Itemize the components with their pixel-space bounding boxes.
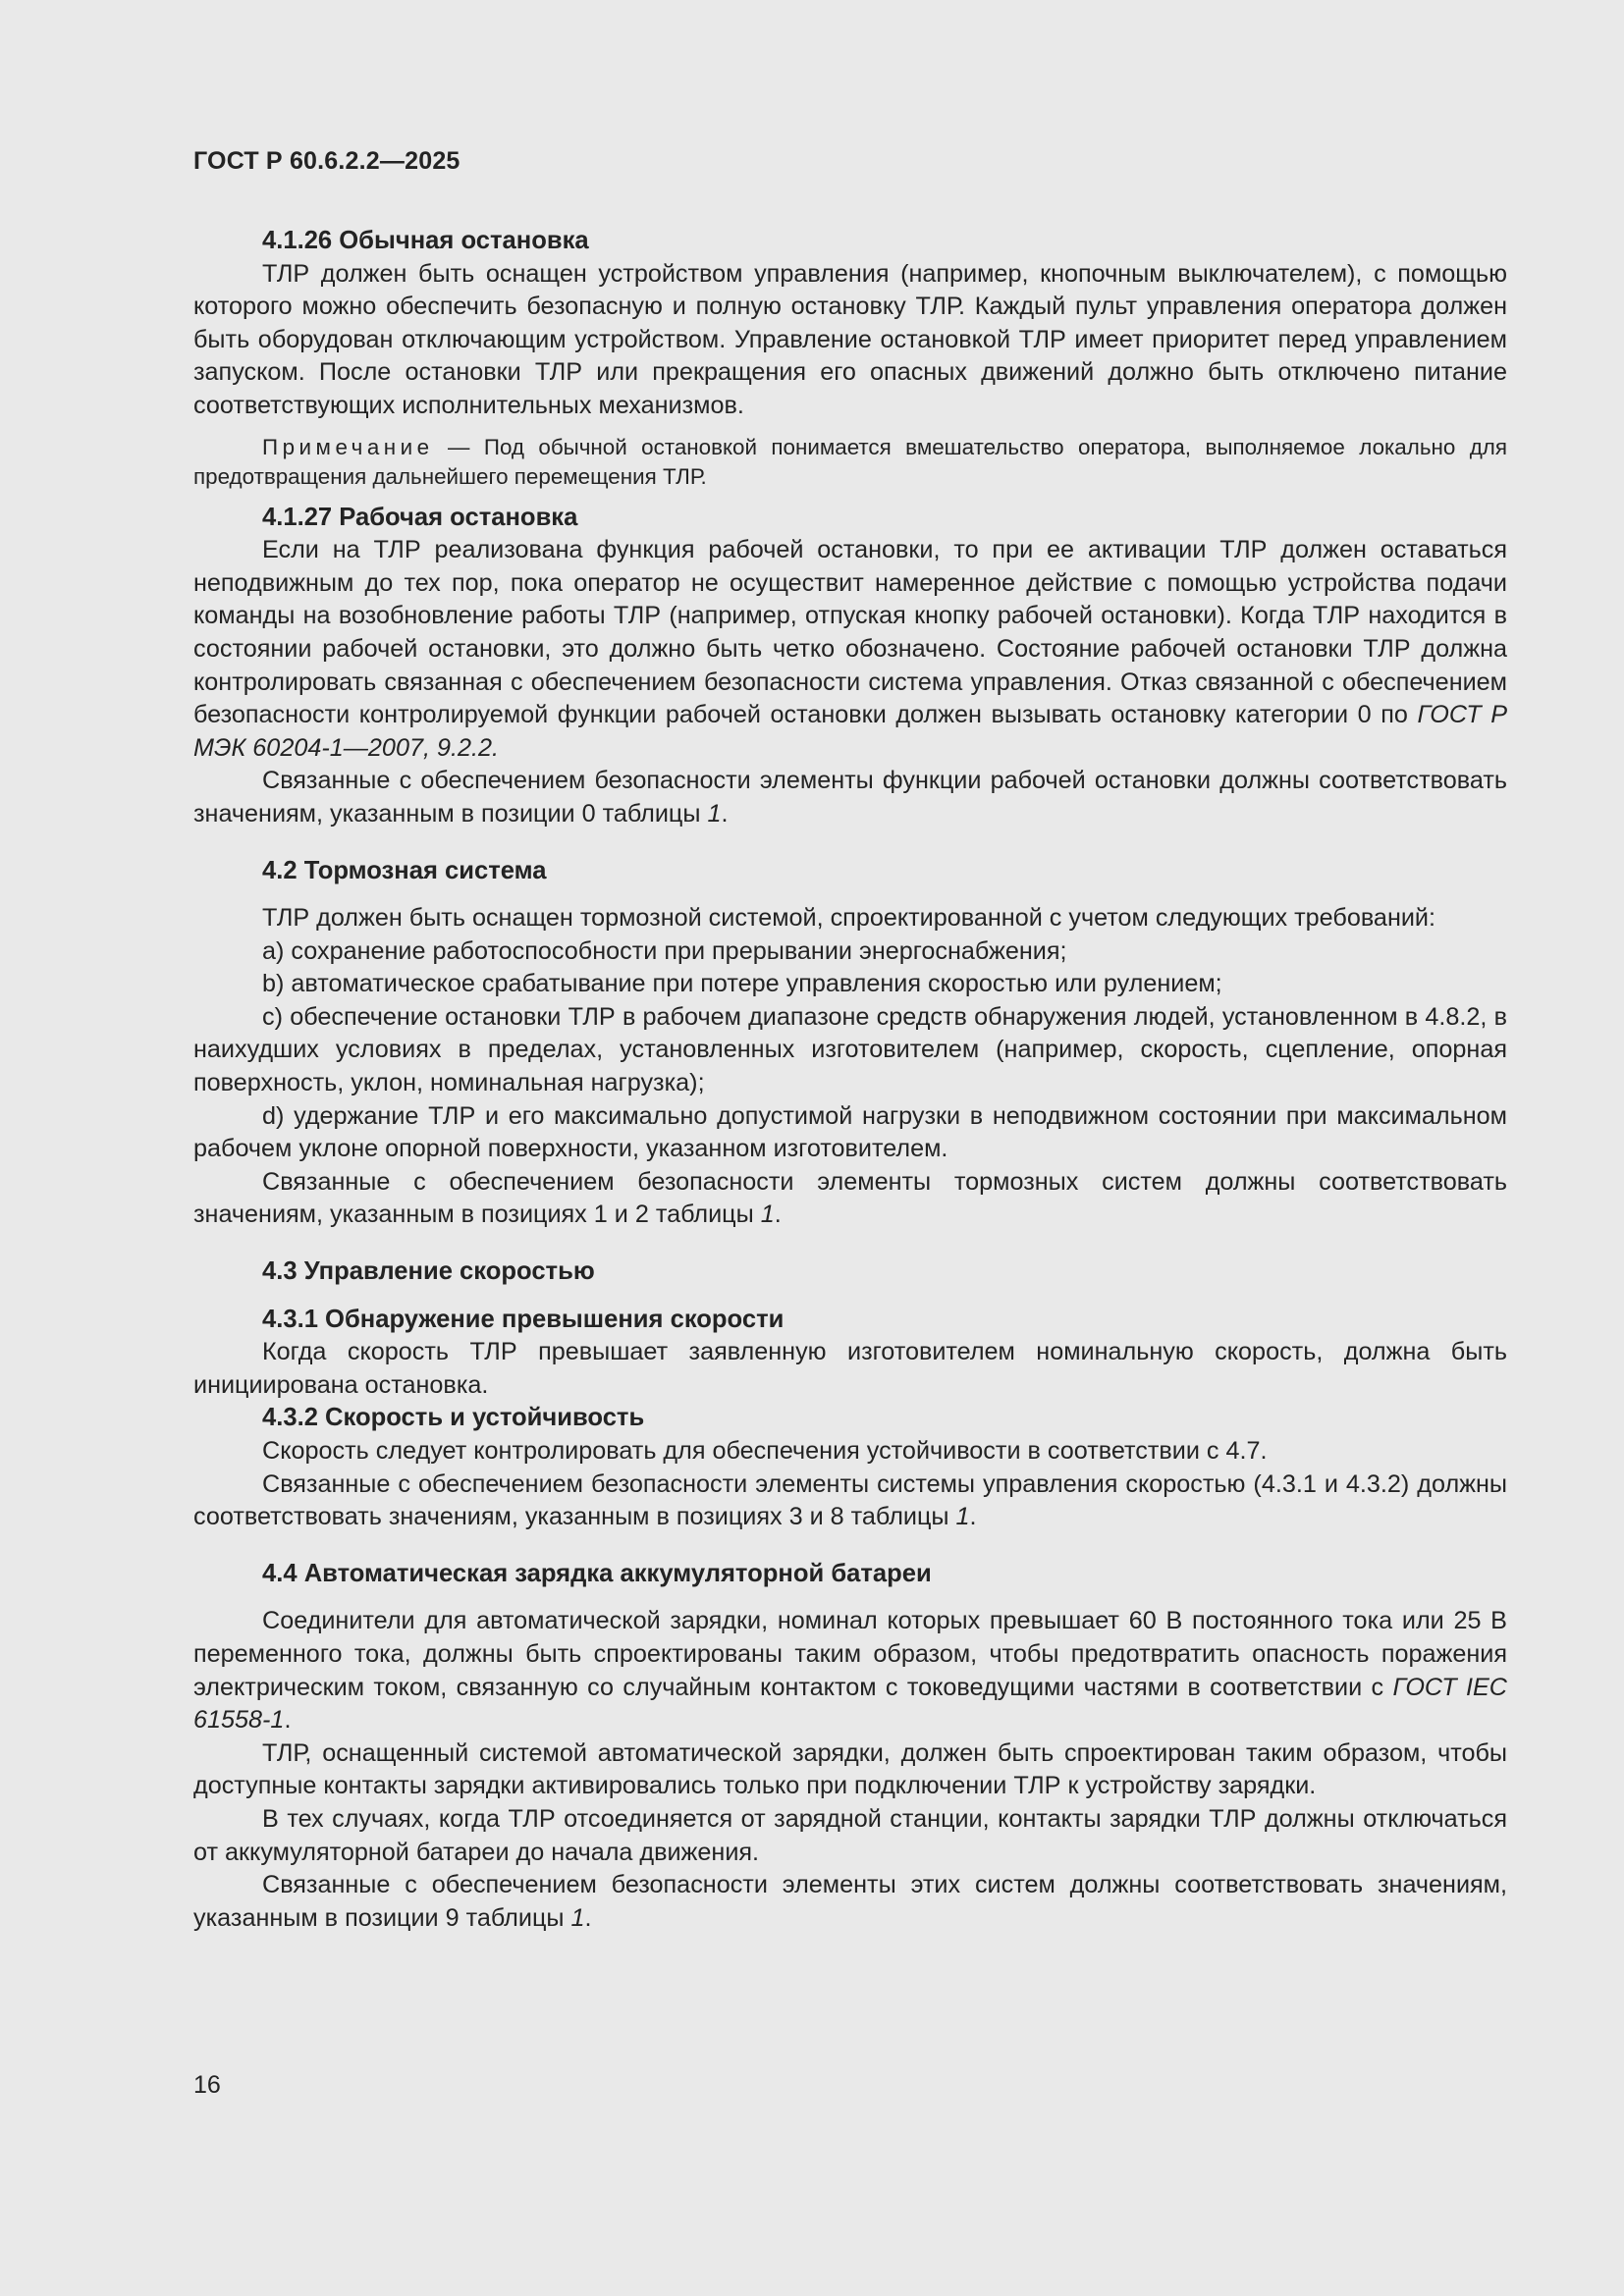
section-title-4-4: 4.4 Автоматическая зарядка аккумуляторной батареи xyxy=(262,1559,932,1587)
paragraph-end: . xyxy=(584,1903,592,1932)
note-label: Примечание xyxy=(262,434,434,459)
paragraph-text: Связанные с обеспечением безопасности элементы этих систем должны соответствовать значениям, указанным в позиции 9 таблицы xyxy=(193,1871,1507,1932)
table-reference: 1 xyxy=(707,799,722,828)
section-title-4-1-26: 4.1.26 Обычная остановка xyxy=(262,227,589,254)
section-title-4-1-27: 4.1.27 Рабочая остановка xyxy=(262,503,578,531)
paragraph-end: . xyxy=(721,799,729,828)
paragraph-end: . xyxy=(284,1706,292,1735)
paragraph xyxy=(193,534,1507,765)
table-reference: 1 xyxy=(760,1201,775,1229)
paragraph: В тех случаях, когда ТЛР отсоединяется от зарядной станции, контакты зарядки ТЛР должны отключаться от аккумуляторной батареи до начала движения. xyxy=(193,1804,1507,1866)
document-header: ГОСТ Р 60.6.2.2—2025 xyxy=(193,147,460,175)
paragraph: ТЛР должен быть оснащен устройством управления (например, кнопочным выключателем), с помощью которого можно обеспечить безопасную и полную остановку ТЛР. Каждый пульт управления оператора должен быть оборудован отключающим устройством. Управление остановкой ТЛР имеет приоритет перед управлением запуском. После остановки ТЛР или прекращения его опасных движений должно быть отключено питание соответствующих исполнительных механизмов. xyxy=(193,259,1507,419)
page-number: 16 xyxy=(193,2071,221,2099)
table-reference: 1 xyxy=(570,1903,585,1932)
section-title-4-2: 4.2 Тормозная система xyxy=(262,856,547,884)
list-item-a: a) сохранение работоспособности при прерывании энергоснабжения; xyxy=(262,936,1067,965)
paragraph-text: Соединители для автоматической зарядки, номинал которых превышает 60 В постоянного тока или 25 В переменного тока, должны быть спроектированы таким образом, чтобы предотвратить опасность поражения электрическим током, связанную со случайным контактом с токоведущими частями в соответствии с xyxy=(193,1607,1507,1701)
note-text: — Под обычной остановкой понимается вмешательство оператора, выполняемое локально для предотвращения дальнейшего перемещения ТЛР. xyxy=(193,434,1507,489)
note xyxy=(193,433,1507,492)
paragraph-text: Связанные с обеспечением безопасности элементы функции рабочей остановки должны соответствовать значениям, указанным в позиции 0 таблицы xyxy=(193,767,1507,828)
section-title-4-3-1: 4.3.1 Обнаружение превышения скорости xyxy=(262,1305,785,1333)
paragraph: ТЛР должен быть оснащен тормозной системой, спроектированной с учетом следующих требований: xyxy=(262,904,1435,933)
paragraph xyxy=(193,1166,1507,1232)
paragraph: Когда скорость ТЛР превышает заявленную изготовителем номинальную скорость, должна быть инициирована остановка. xyxy=(193,1338,1507,1399)
paragraph: Скорость следует контролировать для обеспечения устойчивости в соответствии с 4.7. xyxy=(262,1437,1268,1465)
list-item-c: c) обеспечение остановки ТЛР в рабочем диапазоне средств обнаружения людей, установленном в 4.8.2, в наихудших условиях в пределах, установленных изготовителем (например, скорость, сцепление, опорная поверхность, уклон, номинальная нагрузка); xyxy=(193,1002,1507,1097)
paragraph xyxy=(193,765,1507,830)
list-item-d: d) удержание ТЛР и его максимально допустимой нагрузки в неподвижном состоянии при максимальном рабочем уклоне опорной поверхности, указанном изготовителем. xyxy=(193,1101,1507,1163)
paragraph-end: . xyxy=(969,1503,977,1531)
table-reference: 1 xyxy=(955,1503,970,1531)
section-title-4-3-2: 4.3.2 Скорость и устойчивость xyxy=(262,1404,645,1432)
paragraph xyxy=(193,1605,1507,1736)
list-item-b: b) автоматическое срабатывание при потере управления скоростью или рулением; xyxy=(262,970,1222,998)
paragraph: ТЛР, оснащенный системой автоматической зарядки, должен быть спроектирован таким образом, чтобы доступные контакты зарядки активировались только при подключении ТЛР к устройству зарядки. xyxy=(193,1738,1507,1800)
paragraph-end: . xyxy=(774,1201,782,1229)
document-body xyxy=(193,225,1507,1935)
paragraph-text: Связанные с обеспечением безопасности элементы тормозных систем должны соответствовать значениям, указанным в позициях 1 и 2 таблицы xyxy=(193,1167,1507,1229)
section-title-4-3: 4.3 Управление скоростью xyxy=(262,1257,595,1286)
paragraph xyxy=(193,1468,1507,1534)
standard-reference: ГОСТ Р МЭК 60204-1—2007, 9.2.2. xyxy=(193,701,1507,762)
standard-reference: ГОСТ IEC 61558-1 xyxy=(193,1673,1507,1735)
paragraph xyxy=(193,1869,1507,1935)
paragraph-text: Связанные с обеспечением безопасности элементы системы управления скоростью (4.3.1 и 4.3.2) должны соответствовать значениям, указанным в позициях 3 и 8 таблицы xyxy=(193,1469,1507,1531)
paragraph-text: Если на ТЛР реализована функция рабочей остановки, то при ее активации ТЛР должен оставаться неподвижным до тех пор, пока оператор не осуществит намеренное действие с помощью устройства подачи команды на возобновление работы ТЛР (например, отпуская кнопку рабочей остановки). Когда ТЛР находится в состоянии рабочей остановки, это должно быть четко обозначено. Состояние рабочей остановки ТЛР должна контролировать связанная с обеспечением безопасности система управления. Отказ связанной с обеспечением безопасности контролируемой функции рабочей остановки должен вызывать остановку категории 0 по xyxy=(193,536,1507,729)
